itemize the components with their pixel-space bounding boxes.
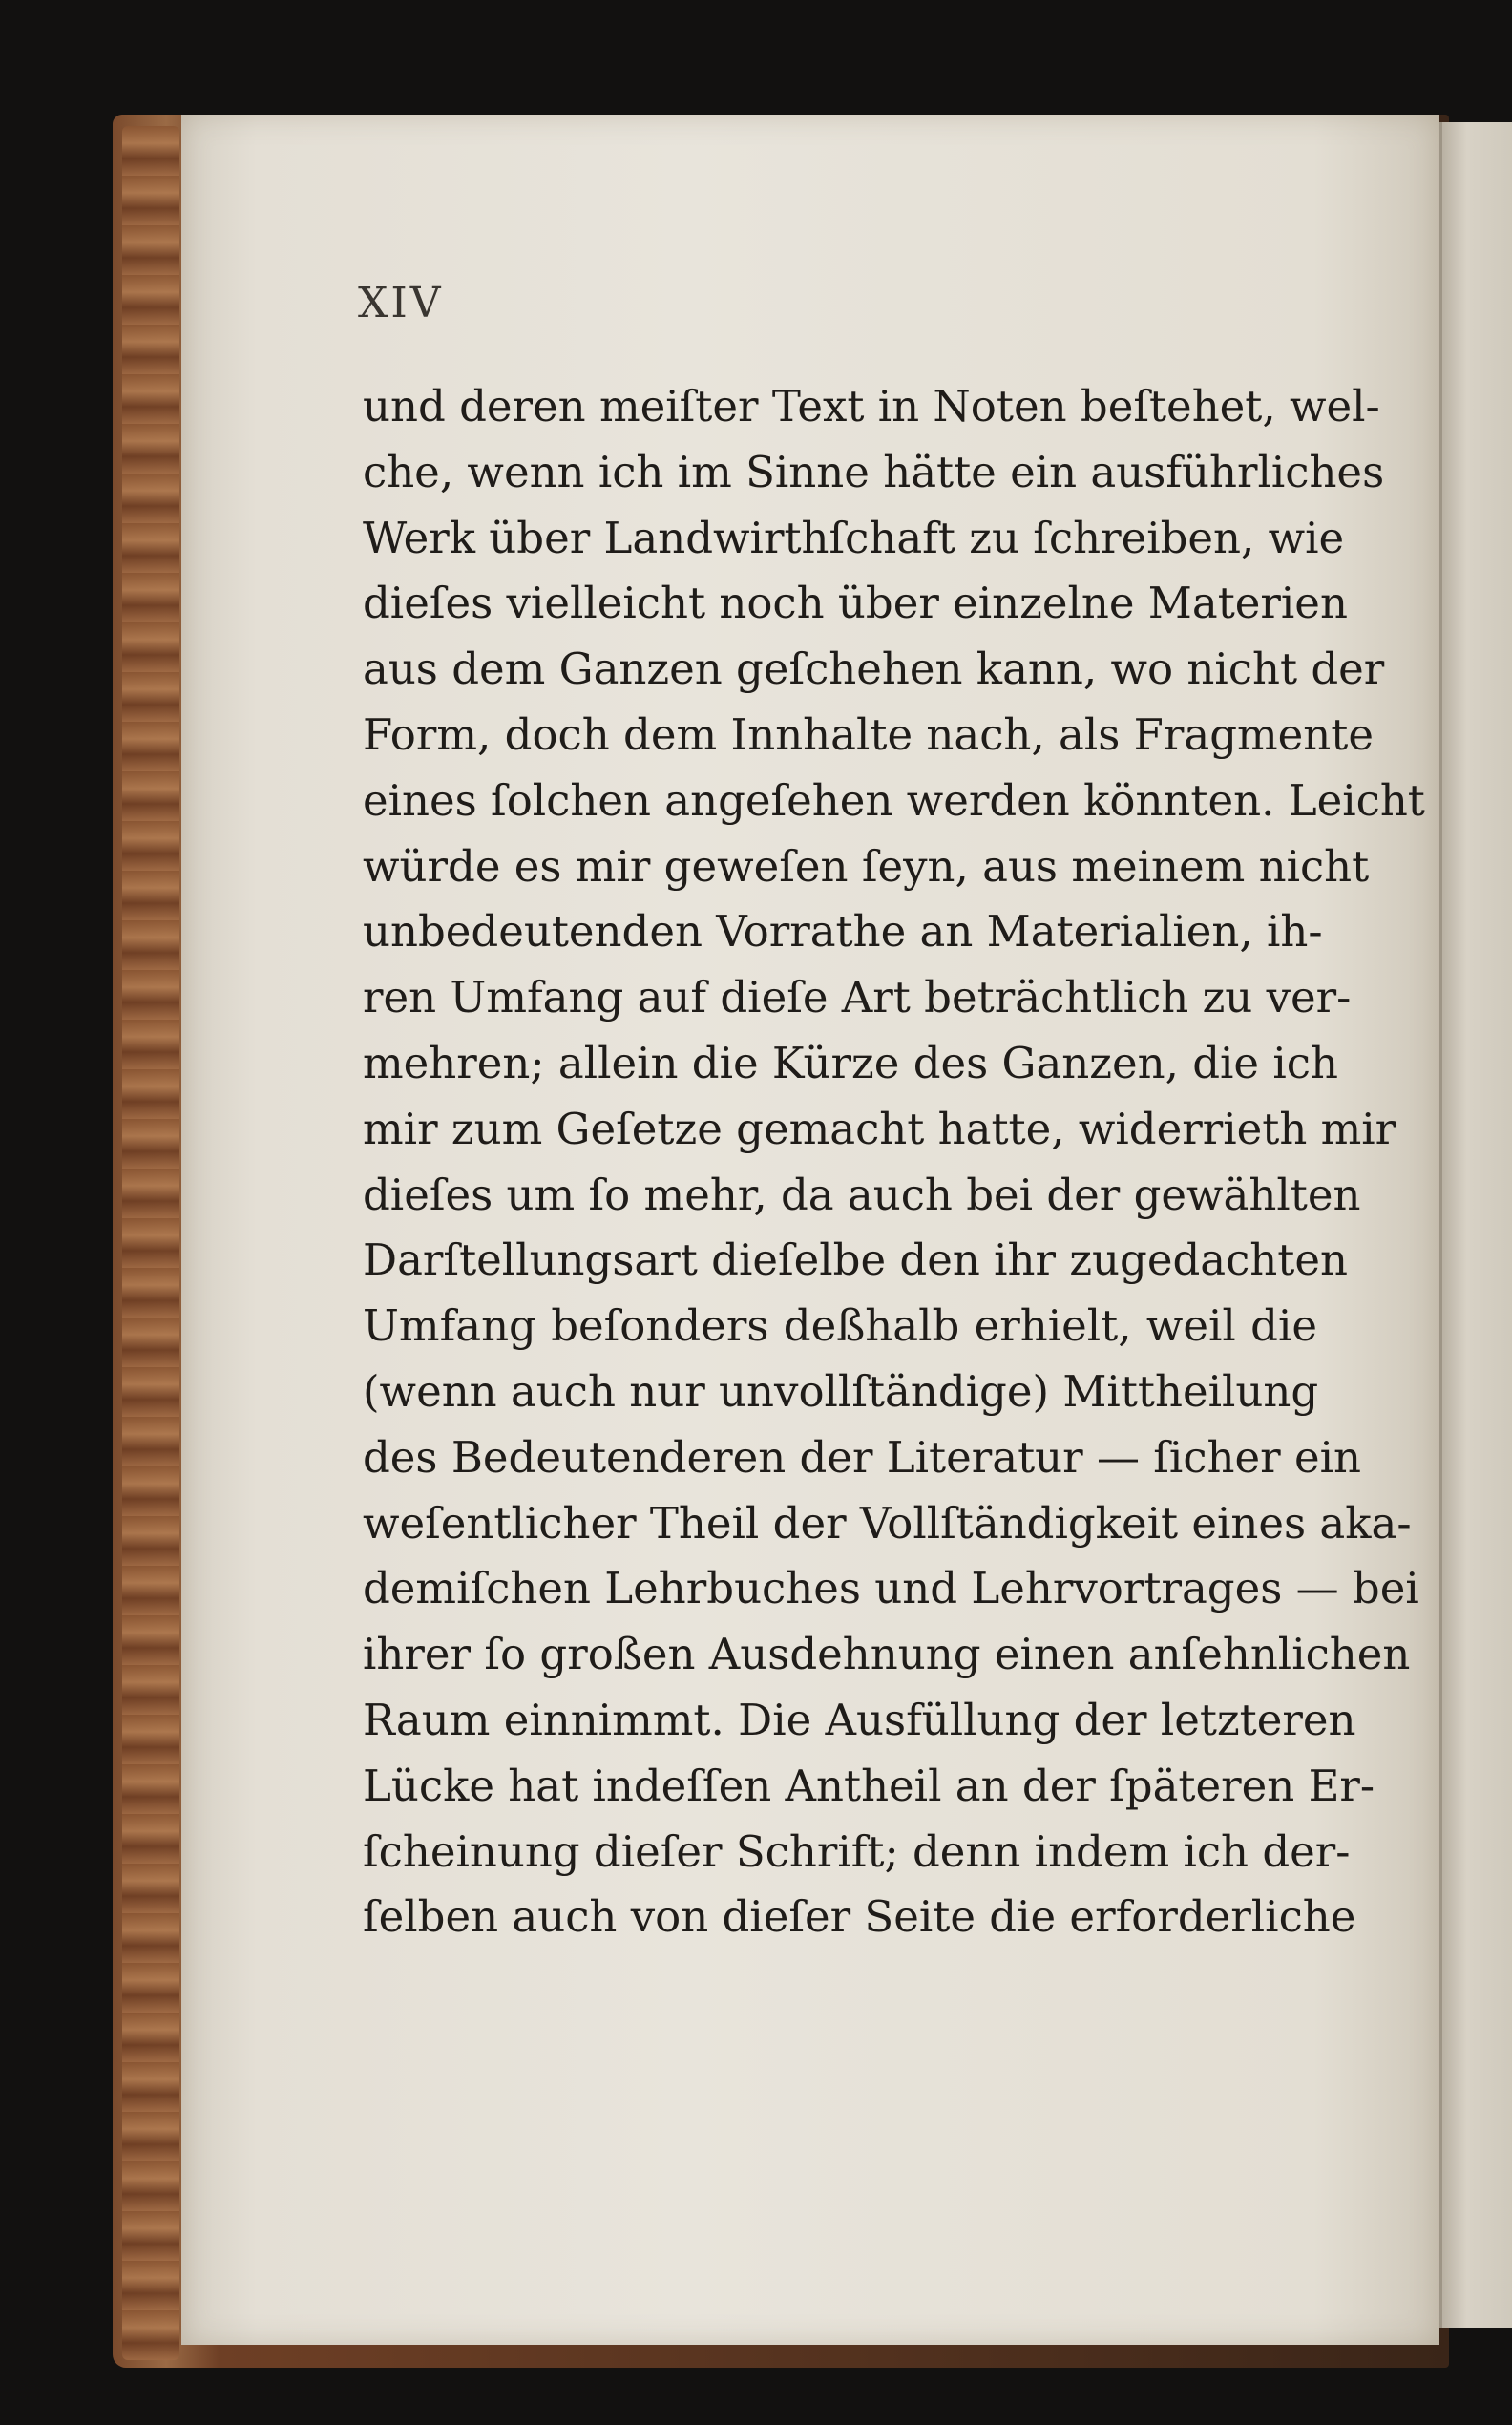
text-line: dieſes vielleicht noch über einzelne Materien xyxy=(363,578,1348,629)
text-line: aus dem Ganzen geſchehen kann, wo nicht der xyxy=(363,643,1385,695)
page-number: XIV xyxy=(358,279,444,327)
text-line: würde es mir geweſen ſeyn, aus meinem nicht xyxy=(363,840,1370,892)
adjacent-page-edge xyxy=(1439,122,1512,2328)
text-line: Werk über Landwirthſchaft zu ſchreiben, wie xyxy=(363,512,1345,563)
text-line: mehren; allein die Kürze des Ganzen, die ich xyxy=(363,1037,1338,1088)
text-line: demiſchen Lehrbuches und Lehrvortrages — bei xyxy=(363,1563,1419,1614)
text-line: Lücke hat indeſſen Antheil an der ſpäteren Er- xyxy=(363,1760,1376,1811)
text-line: des Bedeutenderen der Literatur — ſicher ein xyxy=(363,1431,1361,1483)
text-line: Umfang beſonders deßhalb erhielt, weil die xyxy=(363,1300,1317,1352)
text-line: dieſes um ſo mehr, da auch bei der gewählten xyxy=(363,1169,1361,1220)
text-line: eines ſolchen angeſehen werden könnten. Leicht xyxy=(363,774,1425,826)
text-line: (wenn auch nur unvollſtändige) Mittheilung xyxy=(363,1365,1319,1417)
text-line: unbedeutenden Vorrathe an Materialien, ih- xyxy=(363,906,1323,958)
text-line: und deren meiſter Text in Noten beſtehet, wel- xyxy=(363,381,1380,432)
text-line: mir zum Geſetze gemacht hatte, widerrieth mir xyxy=(363,1103,1396,1154)
text-line: ren Umfang auf dieſe Art beträchtlich zu ver- xyxy=(363,972,1352,1023)
text-line: che, wenn ich im Sinne hätte ein ausführliches xyxy=(363,446,1385,497)
text-line: Darſtellungsart dieſelbe den ihr zugedachten xyxy=(363,1234,1348,1286)
text-line: Form, doch dem Innhalte nach, als Fragmente xyxy=(363,708,1374,760)
body-text xyxy=(363,374,1425,1951)
text-line: ihrer ſo großen Ausdehnung einen anſehnlichen xyxy=(363,1629,1411,1680)
marbled-cover-edge xyxy=(122,126,179,2360)
text-line: Raum einnimmt. Die Ausfüllung der letzteren xyxy=(363,1694,1356,1745)
text-line: ſelben auch von dieſer Seite die erforderliche xyxy=(363,1891,1356,1943)
text-line: ſcheinung dieſer Schrift; denn indem ich der- xyxy=(363,1825,1351,1877)
text-line: weſentlicher Theil der Vollſtändigkeit eines aka- xyxy=(363,1497,1412,1549)
